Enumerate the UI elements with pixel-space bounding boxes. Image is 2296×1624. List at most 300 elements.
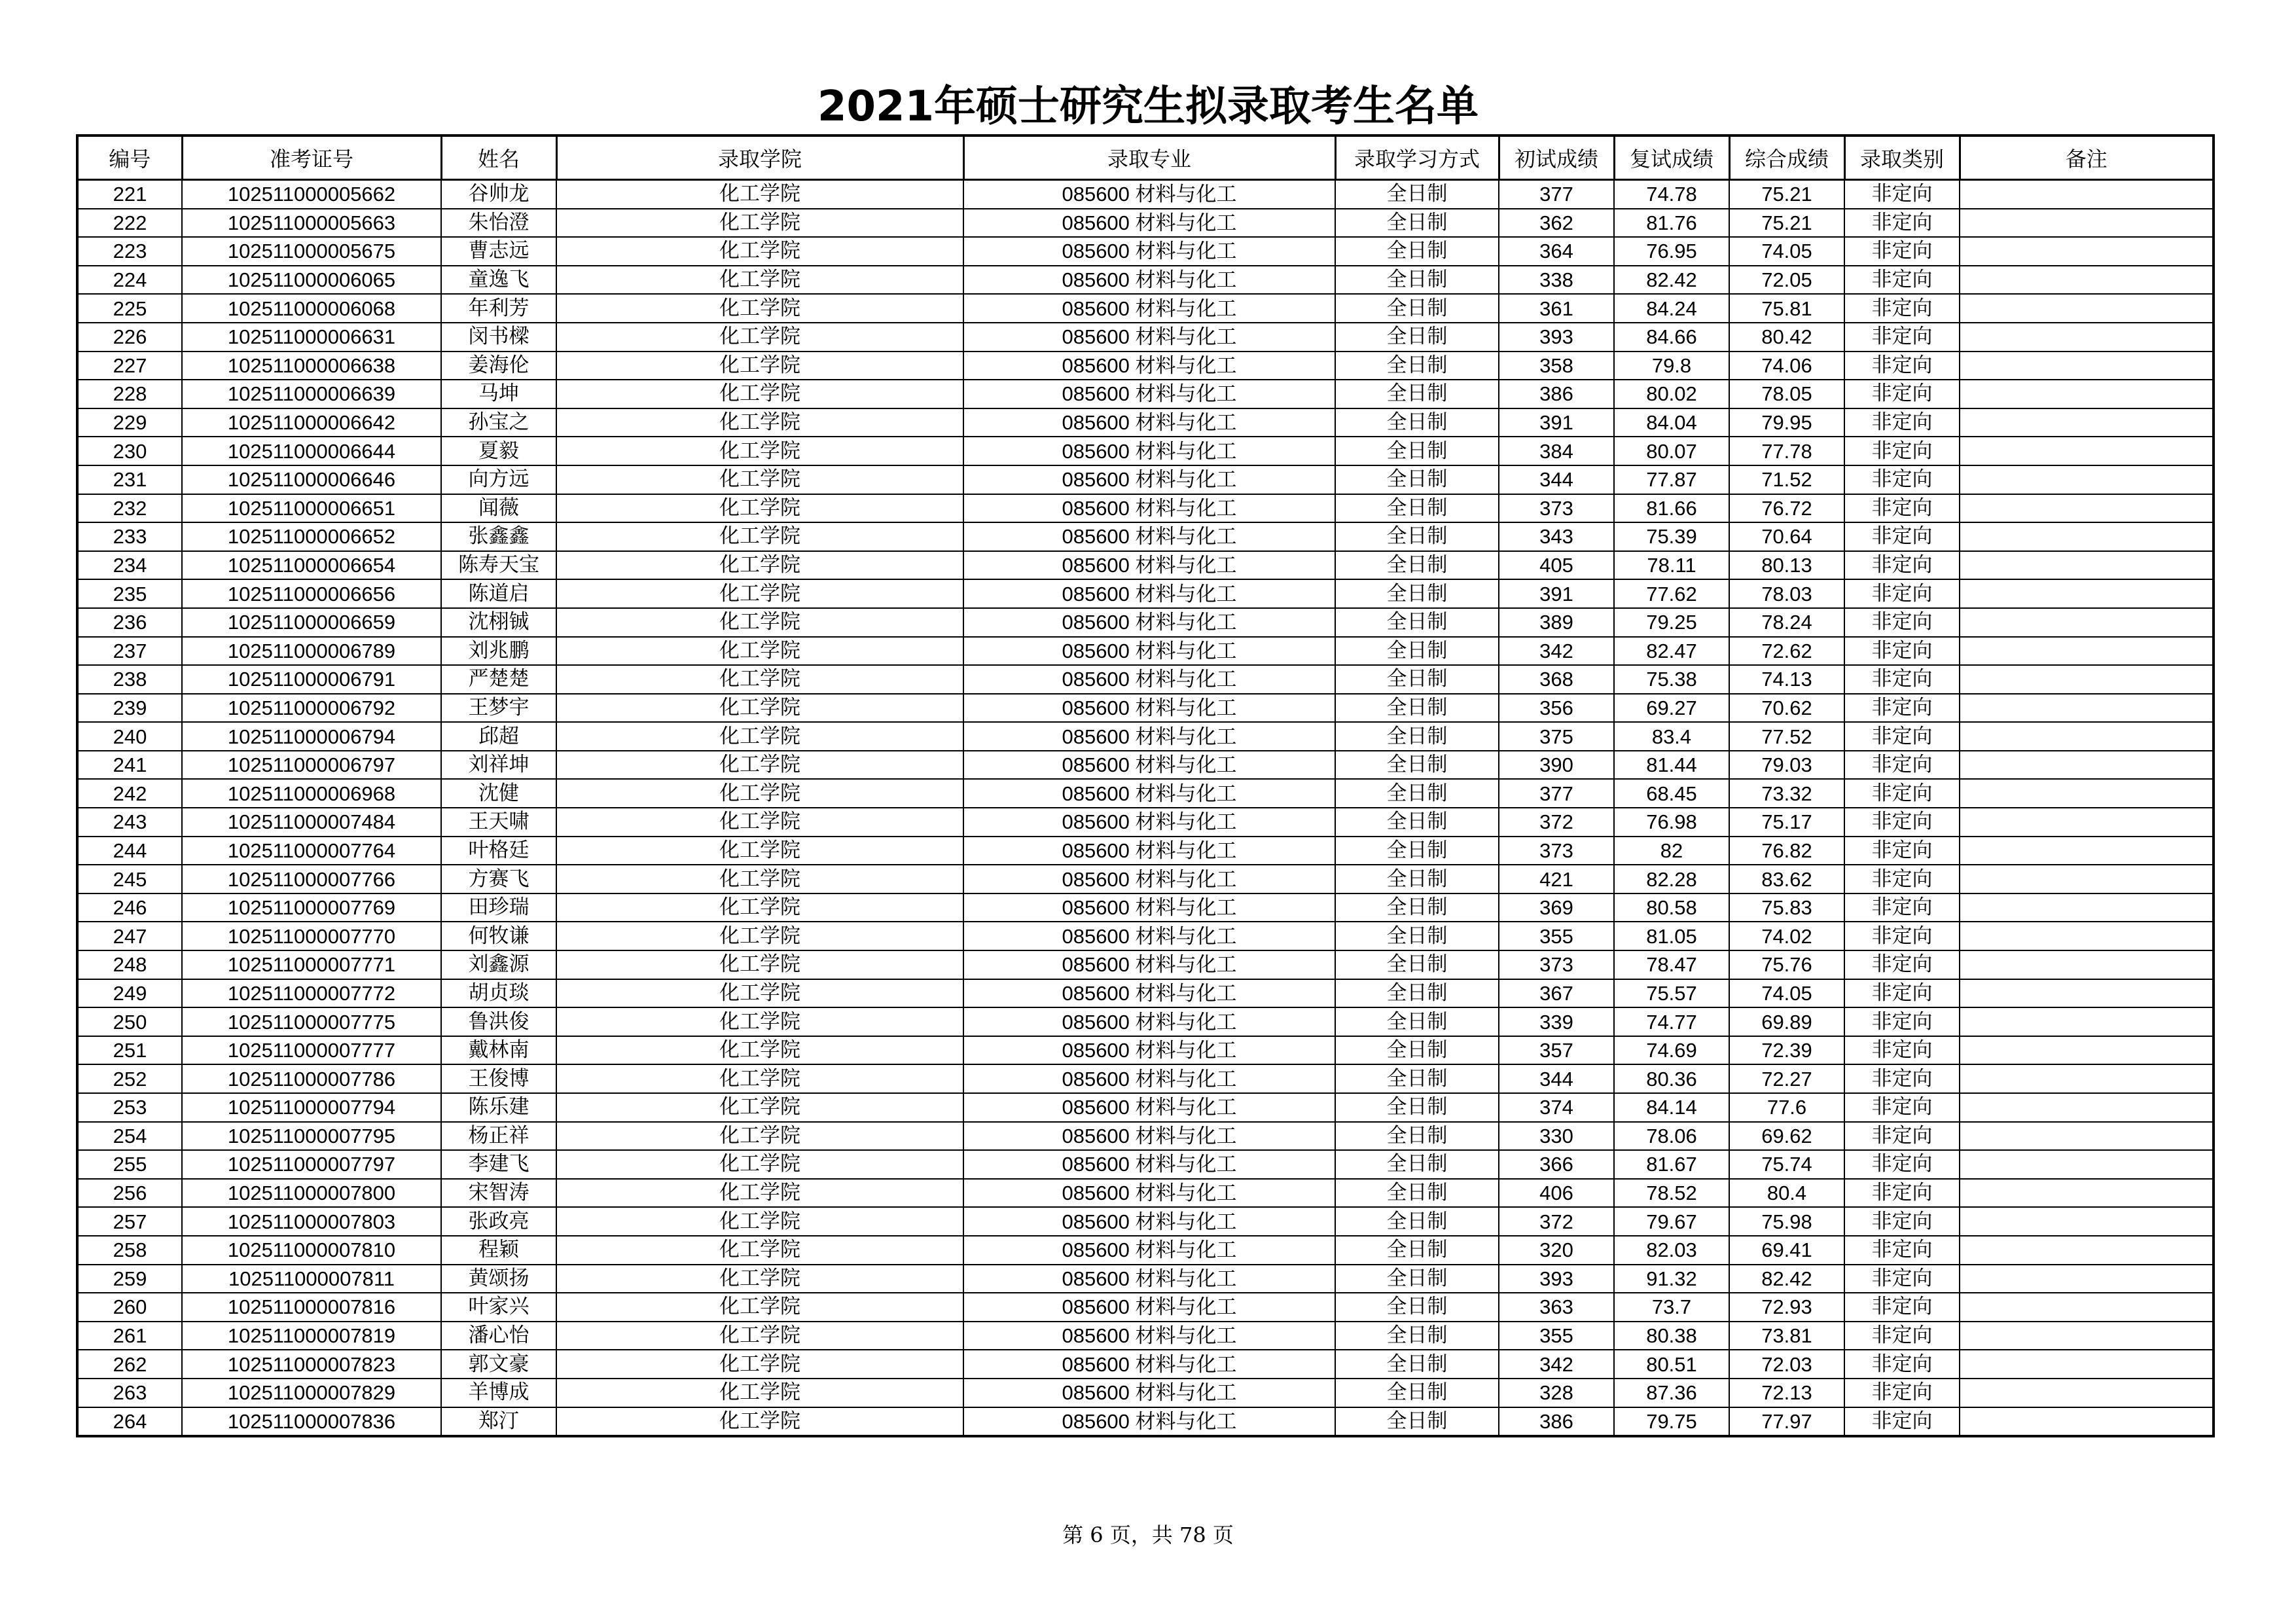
cell-category: 非定向 [1844, 1322, 1960, 1350]
cell-prelim-score: 364 [1499, 237, 1614, 266]
cell-retest-score: 82.42 [1614, 266, 1729, 295]
cell-total-score: 77.6 [1729, 1093, 1844, 1122]
cell-retest-score: 84.14 [1614, 1093, 1729, 1122]
table-header-row [77, 135, 2214, 180]
cell-exam-id: 102511000007836 [182, 1407, 441, 1437]
header-remarks: 备注 [1960, 135, 2214, 180]
table-row [77, 751, 2214, 780]
cell-major: 085600 材料与化工 [963, 694, 1335, 723]
cell-index: 254 [77, 1122, 182, 1151]
cell-study-mode: 全日制 [1335, 266, 1499, 295]
cell-prelim-score: 391 [1499, 579, 1614, 608]
cell-retest-score: 81.05 [1614, 922, 1729, 950]
cell-total-score: 72.03 [1729, 1350, 1844, 1379]
cell-index: 262 [77, 1350, 182, 1379]
cell-name: 刘兆鹏 [441, 637, 556, 666]
table-row [77, 380, 2214, 408]
cell-name: 曹志远 [441, 237, 556, 266]
cell-major: 085600 材料与化工 [963, 1007, 1335, 1036]
cell-study-mode: 全日制 [1335, 751, 1499, 780]
cell-name: 向方远 [441, 465, 556, 494]
cell-prelim-score: 372 [1499, 808, 1614, 837]
cell-retest-score: 79.75 [1614, 1407, 1729, 1437]
cell-remarks [1960, 1150, 2214, 1179]
cell-remarks [1960, 665, 2214, 694]
cell-major: 085600 材料与化工 [963, 294, 1335, 323]
cell-major: 085600 材料与化工 [963, 1236, 1335, 1265]
cell-major: 085600 材料与化工 [963, 1322, 1335, 1350]
cell-category: 非定向 [1844, 579, 1960, 608]
cell-remarks [1960, 1407, 2214, 1437]
cell-exam-id: 102511000006789 [182, 637, 441, 666]
table-row [77, 922, 2214, 950]
cell-index: 237 [77, 637, 182, 666]
cell-prelim-score: 357 [1499, 1036, 1614, 1065]
cell-retest-score: 74.77 [1614, 1007, 1729, 1036]
cell-retest-score: 76.98 [1614, 808, 1729, 837]
cell-category: 非定向 [1844, 808, 1960, 837]
cell-major: 085600 材料与化工 [963, 608, 1335, 637]
cell-name: 张鑫鑫 [441, 522, 556, 551]
cell-study-mode: 全日制 [1335, 722, 1499, 751]
table-row [77, 893, 2214, 922]
cell-total-score: 69.41 [1729, 1236, 1844, 1265]
cell-study-mode: 全日制 [1335, 1236, 1499, 1265]
cell-index: 257 [77, 1207, 182, 1236]
cell-college: 化工学院 [556, 437, 963, 465]
cell-prelim-score: 342 [1499, 637, 1614, 666]
cell-retest-score: 91.32 [1614, 1265, 1729, 1293]
cell-retest-score: 82.28 [1614, 865, 1729, 893]
cell-name: 黄颂扬 [441, 1265, 556, 1293]
cell-retest-score: 80.58 [1614, 893, 1729, 922]
cell-exam-id: 102511000006968 [182, 779, 441, 808]
table-row [77, 437, 2214, 465]
table-row [77, 1064, 2214, 1093]
table-row [77, 294, 2214, 323]
cell-study-mode: 全日制 [1335, 1007, 1499, 1036]
cell-retest-score: 75.57 [1614, 979, 1729, 1008]
cell-college: 化工学院 [556, 722, 963, 751]
cell-index: 231 [77, 465, 182, 494]
cell-prelim-score: 375 [1499, 722, 1614, 751]
cell-name: 张政亮 [441, 1207, 556, 1236]
cell-category: 非定向 [1844, 180, 1960, 209]
cell-exam-id: 102511000007764 [182, 837, 441, 865]
cell-index: 222 [77, 209, 182, 238]
cell-college: 化工学院 [556, 1293, 963, 1322]
cell-name: 郭文豪 [441, 1350, 556, 1379]
table-row [77, 1179, 2214, 1208]
cell-college: 化工学院 [556, 1007, 963, 1036]
cell-college: 化工学院 [556, 608, 963, 637]
cell-category: 非定向 [1844, 1122, 1960, 1151]
cell-study-mode: 全日制 [1335, 779, 1499, 808]
cell-prelim-score: 393 [1499, 323, 1614, 352]
cell-major: 085600 材料与化工 [963, 266, 1335, 295]
cell-study-mode: 全日制 [1335, 1265, 1499, 1293]
cell-index: 249 [77, 979, 182, 1008]
cell-major: 085600 材料与化工 [963, 579, 1335, 608]
cell-college: 化工学院 [556, 1150, 963, 1179]
cell-college: 化工学院 [556, 808, 963, 837]
cell-index: 234 [77, 551, 182, 580]
table-row [77, 352, 2214, 380]
cell-remarks [1960, 437, 2214, 465]
cell-prelim-score: 366 [1499, 1150, 1614, 1179]
cell-study-mode: 全日制 [1335, 1407, 1499, 1437]
table-row [77, 465, 2214, 494]
cell-index: 244 [77, 837, 182, 865]
table-row [77, 237, 2214, 266]
cell-remarks [1960, 522, 2214, 551]
cell-college: 化工学院 [556, 694, 963, 723]
cell-total-score: 77.52 [1729, 722, 1844, 751]
cell-study-mode: 全日制 [1335, 808, 1499, 837]
cell-retest-score: 81.76 [1614, 209, 1729, 238]
cell-prelim-score: 355 [1499, 922, 1614, 950]
cell-retest-score: 82 [1614, 837, 1729, 865]
cell-total-score: 79.03 [1729, 751, 1844, 780]
cell-study-mode: 全日制 [1335, 922, 1499, 950]
cell-name: 陈道启 [441, 579, 556, 608]
cell-remarks [1960, 865, 2214, 893]
cell-total-score: 82.42 [1729, 1265, 1844, 1293]
cell-remarks [1960, 1122, 2214, 1151]
cell-index: 227 [77, 352, 182, 380]
table-row [77, 1379, 2214, 1407]
cell-college: 化工学院 [556, 1379, 963, 1407]
cell-prelim-score: 377 [1499, 180, 1614, 209]
table-row [77, 1093, 2214, 1122]
cell-total-score: 75.98 [1729, 1207, 1844, 1236]
cell-total-score: 75.76 [1729, 950, 1844, 979]
cell-prelim-score: 328 [1499, 1379, 1614, 1407]
cell-major: 085600 材料与化工 [963, 1207, 1335, 1236]
cell-study-mode: 全日制 [1335, 1350, 1499, 1379]
cell-major: 085600 材料与化工 [963, 465, 1335, 494]
cell-major: 085600 材料与化工 [963, 922, 1335, 950]
cell-total-score: 72.39 [1729, 1036, 1844, 1065]
cell-college: 化工学院 [556, 950, 963, 979]
table-row [77, 979, 2214, 1008]
header-major: 录取专业 [963, 135, 1335, 180]
cell-remarks [1960, 722, 2214, 751]
table-row [77, 494, 2214, 523]
cell-exam-id: 102511000007803 [182, 1207, 441, 1236]
cell-exam-id: 102511000006646 [182, 465, 441, 494]
cell-study-mode: 全日制 [1335, 237, 1499, 266]
cell-prelim-score: 338 [1499, 266, 1614, 295]
cell-total-score: 78.03 [1729, 579, 1844, 608]
cell-exam-id: 102511000007816 [182, 1293, 441, 1322]
cell-remarks [1960, 1379, 2214, 1407]
cell-study-mode: 全日制 [1335, 694, 1499, 723]
cell-index: 252 [77, 1064, 182, 1093]
cell-remarks [1960, 380, 2214, 408]
cell-prelim-score: 386 [1499, 380, 1614, 408]
cell-major: 085600 材料与化工 [963, 950, 1335, 979]
cell-exam-id: 102511000007819 [182, 1322, 441, 1350]
cell-prelim-score: 361 [1499, 294, 1614, 323]
cell-major: 085600 材料与化工 [963, 209, 1335, 238]
cell-retest-score: 76.95 [1614, 237, 1729, 266]
cell-name: 马坤 [441, 380, 556, 408]
table-row [77, 266, 2214, 295]
cell-name: 杨正祥 [441, 1122, 556, 1151]
table-row [77, 1322, 2214, 1350]
cell-total-score: 72.05 [1729, 266, 1844, 295]
cell-major: 085600 材料与化工 [963, 779, 1335, 808]
cell-name: 陈寿天宝 [441, 551, 556, 580]
cell-remarks [1960, 694, 2214, 723]
cell-retest-score: 77.87 [1614, 465, 1729, 494]
cell-index: 258 [77, 1236, 182, 1265]
cell-exam-id: 102511000007823 [182, 1350, 441, 1379]
cell-study-mode: 全日制 [1335, 1379, 1499, 1407]
cell-remarks [1960, 294, 2214, 323]
cell-name: 孙宝之 [441, 408, 556, 437]
cell-name: 王俊博 [441, 1064, 556, 1093]
cell-category: 非定向 [1844, 1293, 1960, 1322]
cell-study-mode: 全日制 [1335, 1093, 1499, 1122]
cell-study-mode: 全日制 [1335, 637, 1499, 666]
cell-category: 非定向 [1844, 979, 1960, 1008]
page-title: 2021年硕士研究生拟录取考生名单 [817, 82, 1479, 131]
header-total-score: 综合成绩 [1729, 135, 1844, 180]
cell-total-score: 72.93 [1729, 1293, 1844, 1322]
cell-prelim-score: 362 [1499, 209, 1614, 238]
table-row [77, 1407, 2214, 1437]
cell-index: 247 [77, 922, 182, 950]
cell-college: 化工学院 [556, 522, 963, 551]
cell-index: 260 [77, 1293, 182, 1322]
cell-college: 化工学院 [556, 1122, 963, 1151]
cell-exam-id: 102511000005663 [182, 209, 441, 238]
cell-total-score: 74.05 [1729, 237, 1844, 266]
cell-index: 243 [77, 808, 182, 837]
cell-study-mode: 全日制 [1335, 522, 1499, 551]
cell-remarks [1960, 551, 2214, 580]
cell-study-mode: 全日制 [1335, 465, 1499, 494]
cell-category: 非定向 [1844, 437, 1960, 465]
cell-total-score: 76.72 [1729, 494, 1844, 523]
cell-prelim-score: 355 [1499, 1322, 1614, 1350]
cell-name: 朱怡澄 [441, 209, 556, 238]
cell-college: 化工学院 [556, 922, 963, 950]
cell-total-score: 74.06 [1729, 352, 1844, 380]
cell-college: 化工学院 [556, 1036, 963, 1065]
header-exam-id: 准考证号 [182, 135, 441, 180]
cell-index: 238 [77, 665, 182, 694]
cell-exam-id: 102511000006068 [182, 294, 441, 323]
cell-total-score: 73.81 [1729, 1322, 1844, 1350]
cell-retest-score: 81.44 [1614, 751, 1729, 780]
cell-total-score: 74.05 [1729, 979, 1844, 1008]
cell-category: 非定向 [1844, 1350, 1960, 1379]
cell-retest-score: 68.45 [1614, 779, 1729, 808]
cell-remarks [1960, 950, 2214, 979]
cell-total-score: 75.21 [1729, 180, 1844, 209]
cell-college: 化工学院 [556, 408, 963, 437]
cell-exam-id: 102511000006654 [182, 551, 441, 580]
cell-category: 非定向 [1844, 551, 1960, 580]
table-row [77, 1007, 2214, 1036]
cell-name: 宋智涛 [441, 1179, 556, 1208]
cell-college: 化工学院 [556, 551, 963, 580]
table-row [77, 722, 2214, 751]
cell-college: 化工学院 [556, 380, 963, 408]
cell-remarks [1960, 1293, 2214, 1322]
cell-study-mode: 全日制 [1335, 209, 1499, 238]
cell-college: 化工学院 [556, 1407, 963, 1437]
cell-category: 非定向 [1844, 608, 1960, 637]
table-row [77, 1293, 2214, 1322]
cell-major: 085600 材料与化工 [963, 408, 1335, 437]
cell-exam-id: 102511000006642 [182, 408, 441, 437]
cell-prelim-score: 343 [1499, 522, 1614, 551]
cell-college: 化工学院 [556, 180, 963, 209]
cell-exam-id: 102511000006797 [182, 751, 441, 780]
cell-name: 叶格廷 [441, 837, 556, 865]
cell-category: 非定向 [1844, 1093, 1960, 1122]
cell-study-mode: 全日制 [1335, 608, 1499, 637]
cell-remarks [1960, 751, 2214, 780]
cell-prelim-score: 367 [1499, 979, 1614, 1008]
cell-name: 戴林南 [441, 1036, 556, 1065]
cell-major: 085600 材料与化工 [963, 1150, 1335, 1179]
cell-total-score: 76.82 [1729, 837, 1844, 865]
cell-prelim-score: 406 [1499, 1179, 1614, 1208]
cell-major: 085600 材料与化工 [963, 1064, 1335, 1093]
cell-exam-id: 102511000007777 [182, 1036, 441, 1065]
cell-exam-id: 102511000007771 [182, 950, 441, 979]
cell-retest-score: 80.07 [1614, 437, 1729, 465]
cell-index: 221 [77, 180, 182, 209]
cell-major: 085600 材料与化工 [963, 893, 1335, 922]
cell-retest-score: 80.51 [1614, 1350, 1729, 1379]
cell-remarks [1960, 1093, 2214, 1122]
cell-exam-id: 102511000007770 [182, 922, 441, 950]
cell-prelim-score: 373 [1499, 950, 1614, 979]
cell-study-mode: 全日制 [1335, 1207, 1499, 1236]
cell-major: 085600 材料与化工 [963, 1093, 1335, 1122]
table-row [77, 837, 2214, 865]
cell-study-mode: 全日制 [1335, 352, 1499, 380]
table-row [77, 1122, 2214, 1151]
cell-exam-id: 102511000007484 [182, 808, 441, 837]
cell-college: 化工学院 [556, 1207, 963, 1236]
cell-major: 085600 材料与化工 [963, 808, 1335, 837]
cell-exam-id: 102511000006644 [182, 437, 441, 465]
cell-study-mode: 全日制 [1335, 579, 1499, 608]
cell-category: 非定向 [1844, 1007, 1960, 1036]
cell-category: 非定向 [1844, 209, 1960, 238]
cell-index: 233 [77, 522, 182, 551]
cell-total-score: 70.62 [1729, 694, 1844, 723]
cell-major: 085600 材料与化工 [963, 665, 1335, 694]
cell-category: 非定向 [1844, 1179, 1960, 1208]
cell-exam-id: 102511000007786 [182, 1064, 441, 1093]
cell-name: 鲁洪俊 [441, 1007, 556, 1036]
cell-name: 谷帅龙 [441, 180, 556, 209]
cell-category: 非定向 [1844, 722, 1960, 751]
cell-major: 085600 材料与化工 [963, 865, 1335, 893]
cell-prelim-score: 330 [1499, 1122, 1614, 1151]
cell-study-mode: 全日制 [1335, 323, 1499, 352]
cell-college: 化工学院 [556, 1236, 963, 1265]
cell-category: 非定向 [1844, 352, 1960, 380]
page-footer: 第 6 页，共 78 页 [1062, 1523, 1234, 1547]
cell-total-score: 77.78 [1729, 437, 1844, 465]
cell-retest-score: 79.25 [1614, 608, 1729, 637]
cell-exam-id: 102511000006639 [182, 380, 441, 408]
cell-category: 非定向 [1844, 294, 1960, 323]
cell-remarks [1960, 779, 2214, 808]
cell-exam-id: 102511000006631 [182, 323, 441, 352]
cell-exam-id: 102511000007794 [182, 1093, 441, 1122]
cell-name: 羊博成 [441, 1379, 556, 1407]
cell-prelim-score: 369 [1499, 893, 1614, 922]
table-row [77, 522, 2214, 551]
cell-index: 223 [77, 237, 182, 266]
cell-college: 化工学院 [556, 294, 963, 323]
cell-name: 沈栩铖 [441, 608, 556, 637]
table-row [77, 1207, 2214, 1236]
cell-index: 246 [77, 893, 182, 922]
table-row [77, 1150, 2214, 1179]
cell-prelim-score: 373 [1499, 837, 1614, 865]
cell-name: 李建飞 [441, 1150, 556, 1179]
cell-category: 非定向 [1844, 665, 1960, 694]
cell-name: 方赛飞 [441, 865, 556, 893]
header-prelim-score: 初试成绩 [1499, 135, 1614, 180]
cell-total-score: 78.05 [1729, 380, 1844, 408]
cell-category: 非定向 [1844, 893, 1960, 922]
cell-exam-id: 102511000006791 [182, 665, 441, 694]
cell-retest-score: 75.39 [1614, 522, 1729, 551]
cell-category: 非定向 [1844, 1150, 1960, 1179]
cell-major: 085600 材料与化工 [963, 1036, 1335, 1065]
cell-index: 239 [77, 694, 182, 723]
cell-prelim-score: 344 [1499, 465, 1614, 494]
cell-study-mode: 全日制 [1335, 837, 1499, 865]
cell-remarks [1960, 1007, 2214, 1036]
cell-name: 闵书樑 [441, 323, 556, 352]
table-row [77, 323, 2214, 352]
cell-retest-score: 69.27 [1614, 694, 1729, 723]
table-row [77, 1036, 2214, 1065]
cell-prelim-score: 339 [1499, 1007, 1614, 1036]
cell-name: 年利芳 [441, 294, 556, 323]
cell-college: 化工学院 [556, 209, 963, 238]
cell-remarks [1960, 922, 2214, 950]
cell-study-mode: 全日制 [1335, 1179, 1499, 1208]
cell-category: 非定向 [1844, 1207, 1960, 1236]
cell-total-score: 79.95 [1729, 408, 1844, 437]
cell-remarks [1960, 494, 2214, 523]
cell-total-score: 77.97 [1729, 1407, 1844, 1437]
cell-remarks [1960, 608, 2214, 637]
cell-study-mode: 全日制 [1335, 1036, 1499, 1065]
cell-remarks [1960, 323, 2214, 352]
cell-remarks [1960, 808, 2214, 837]
cell-major: 085600 材料与化工 [963, 494, 1335, 523]
cell-category: 非定向 [1844, 237, 1960, 266]
cell-name: 潘心怡 [441, 1322, 556, 1350]
cell-college: 化工学院 [556, 665, 963, 694]
cell-retest-score: 87.36 [1614, 1379, 1729, 1407]
